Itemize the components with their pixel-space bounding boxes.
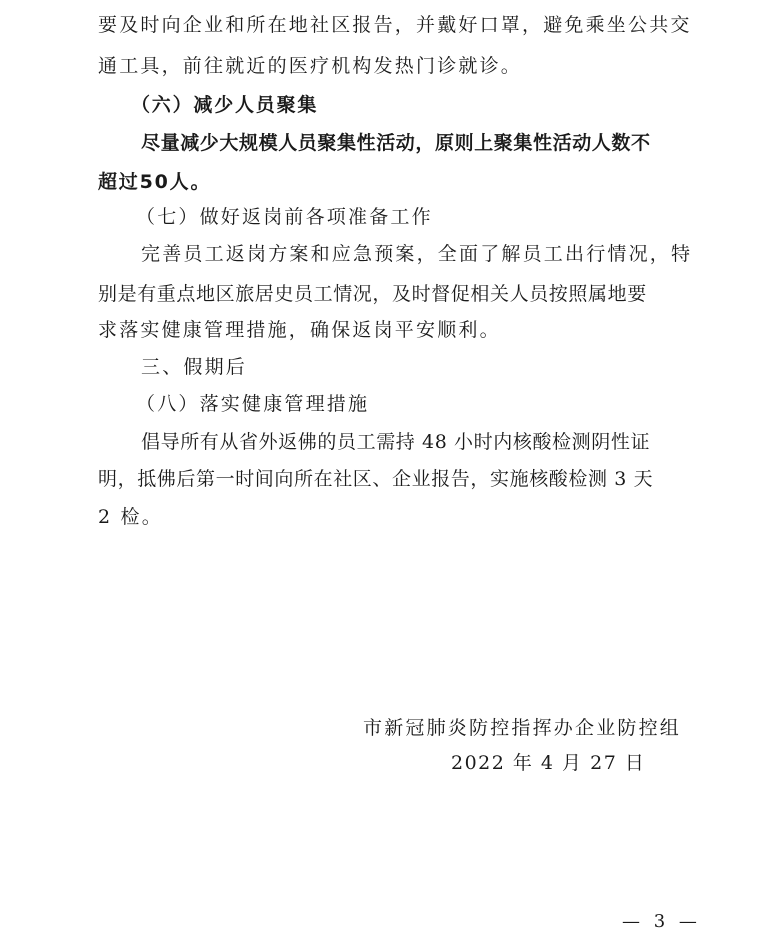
page-number: — 3 — [622, 911, 701, 932]
paragraph-line: 要及时向企业和所在地社区报告，并戴好口罩，避免乘坐公共交 [98, 14, 692, 36]
paragraph-line: 2 检。 [98, 506, 163, 528]
section-heading: （八）落实健康管理措施 [136, 393, 370, 415]
paragraph-line: 别是有重点地区旅居史员工情况，及时督促相关人员按照属地要 [98, 283, 647, 305]
paragraph-line: 明，抵佛后第一时间向所在社区、企业报告，实施核酸检测 3 天 [98, 468, 654, 490]
section-heading: 三、假期后 [141, 356, 248, 378]
section-heading: （六）减少人员聚集 [131, 94, 319, 116]
paragraph-line: 通工具，前往就近的医疗机构发热门诊就诊。 [98, 55, 523, 77]
signature-date: 2022 年 4 月 27 日 [451, 752, 646, 774]
paragraph-line: 完善员工返岗方案和应急预案，全面了解员工出行情况，特 [141, 243, 693, 265]
paragraph-line: 尽量减少大规模人员聚集性活动，原则上聚集性活动人数不 [141, 132, 651, 154]
signature-org: 市新冠肺炎防控指挥办企业防控组 [363, 717, 682, 739]
paragraph-line: 求落实健康管理措施，确保返岗平安顺利。 [98, 319, 501, 341]
section-heading: （七）做好返岗前各项准备工作 [136, 206, 433, 228]
paragraph-line: 倡导所有从省外返佛的员工需持 48 小时内核酸检测阴性证 [141, 431, 651, 453]
paragraph-line: 超过50人。 [98, 171, 212, 193]
